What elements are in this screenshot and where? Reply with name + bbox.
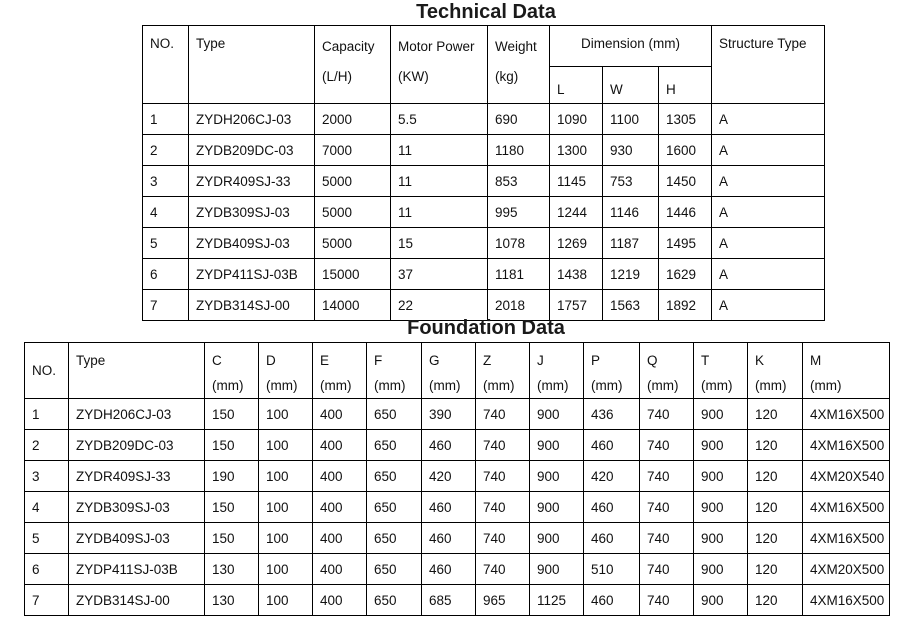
- cell-motor-power: 11: [391, 135, 488, 166]
- header-g: [422, 343, 476, 399]
- header-unit: (mm): [591, 378, 623, 393]
- cell-f: 650: [367, 554, 422, 585]
- cell-d: 100: [259, 554, 313, 585]
- cell-no: 2: [25, 430, 69, 461]
- cell-type: ZYDH206CJ-03: [69, 399, 205, 430]
- cell-c: 130: [205, 554, 259, 585]
- header-weight-label: Weight: [495, 39, 537, 54]
- cell-z: 740: [476, 430, 530, 461]
- cell-structure-type: A: [712, 104, 825, 135]
- cell-no: 7: [25, 585, 69, 616]
- cell-d: 100: [259, 492, 313, 523]
- cell-z: 740: [476, 492, 530, 523]
- cell-dim-w: 1187: [603, 228, 659, 259]
- cell-no: 4: [143, 197, 189, 228]
- cell-q: 740: [640, 523, 694, 554]
- table-row: [143, 259, 825, 290]
- cell-d: 100: [259, 399, 313, 430]
- cell-type: ZYDB409SJ-03: [69, 523, 205, 554]
- cell-structure-type: A: [712, 290, 825, 321]
- cell-weight: 1181: [488, 259, 550, 290]
- table-row: [25, 461, 890, 492]
- cell-z: 740: [476, 523, 530, 554]
- cell-t: 900: [694, 523, 748, 554]
- header-type: Type: [189, 26, 315, 104]
- cell-capacity: 5000: [315, 228, 391, 259]
- cell-weight: 2018: [488, 290, 550, 321]
- table-row: [25, 523, 890, 554]
- cell-type: ZYDB314SJ-00: [69, 585, 205, 616]
- header-weight-unit: (kg): [495, 69, 519, 84]
- cell-k: 120: [748, 585, 803, 616]
- cell-structure-type: A: [712, 135, 825, 166]
- cell-capacity: 7000: [315, 135, 391, 166]
- cell-dim-l: 1090: [550, 104, 603, 135]
- cell-m: 4XM16X500: [803, 492, 890, 523]
- cell-z: 965: [476, 585, 530, 616]
- table-row: [143, 228, 825, 259]
- table-row: [25, 554, 890, 585]
- header-d: [259, 343, 313, 399]
- cell-p: 460: [584, 492, 640, 523]
- header-unit: (mm): [537, 378, 569, 393]
- cell-t: 900: [694, 554, 748, 585]
- cell-t: 900: [694, 461, 748, 492]
- cell-f: 650: [367, 492, 422, 523]
- header-dim-h: H: [659, 67, 712, 104]
- header-t: [694, 343, 748, 399]
- cell-g: 685: [422, 585, 476, 616]
- cell-no: 7: [143, 290, 189, 321]
- cell-capacity: 5000: [315, 166, 391, 197]
- cell-m: 4XM16X500: [803, 585, 890, 616]
- cell-motor-power: 22: [391, 290, 488, 321]
- cell-dim-w: 1219: [603, 259, 659, 290]
- cell-m: 4XM20X540: [803, 461, 890, 492]
- cell-c: 150: [205, 430, 259, 461]
- cell-p: 420: [584, 461, 640, 492]
- header-c: [205, 343, 259, 399]
- cell-weight: 1180: [488, 135, 550, 166]
- cell-f: 650: [367, 461, 422, 492]
- cell-q: 740: [640, 461, 694, 492]
- header-dimension: Dimension (mm): [550, 26, 712, 67]
- header-power-label: Motor Power: [398, 39, 475, 54]
- cell-no: 6: [143, 259, 189, 290]
- cell-t: 900: [694, 492, 748, 523]
- cell-weight: 1078: [488, 228, 550, 259]
- cell-motor-power: 11: [391, 166, 488, 197]
- header-label: Z: [483, 353, 492, 368]
- cell-c: 130: [205, 585, 259, 616]
- cell-k: 120: [748, 430, 803, 461]
- cell-j: 900: [530, 399, 584, 430]
- header-label: Q: [647, 353, 658, 368]
- cell-type: ZYDP411SJ-03B: [69, 554, 205, 585]
- cell-no: 1: [25, 399, 69, 430]
- cell-motor-power: 11: [391, 197, 488, 228]
- cell-j: 900: [530, 430, 584, 461]
- cell-dim-h: 1629: [659, 259, 712, 290]
- cell-capacity: 15000: [315, 259, 391, 290]
- header-k: [748, 343, 803, 399]
- cell-d: 100: [259, 461, 313, 492]
- cell-c: 150: [205, 523, 259, 554]
- technical-data-table: [142, 25, 825, 321]
- header-label: NO.: [32, 363, 57, 378]
- header-structure-type: Structure Type: [712, 26, 825, 104]
- header-label: C: [212, 353, 222, 368]
- cell-e: 400: [313, 461, 367, 492]
- cell-no: 3: [143, 166, 189, 197]
- cell-f: 650: [367, 399, 422, 430]
- cell-m: 4XM20X500: [803, 554, 890, 585]
- cell-p: 460: [584, 430, 640, 461]
- cell-e: 400: [313, 492, 367, 523]
- header-m: [803, 343, 890, 399]
- header-dim-l: L: [550, 67, 603, 104]
- cell-no: 5: [25, 523, 69, 554]
- cell-no: 1: [143, 104, 189, 135]
- cell-z: 740: [476, 554, 530, 585]
- cell-p: 436: [584, 399, 640, 430]
- header-capacity: [315, 26, 391, 104]
- cell-c: 150: [205, 399, 259, 430]
- cell-structure-type: A: [712, 166, 825, 197]
- cell-e: 400: [313, 585, 367, 616]
- header-dim-w: W: [603, 67, 659, 104]
- cell-dim-l: 1244: [550, 197, 603, 228]
- cell-c: 150: [205, 492, 259, 523]
- cell-structure-type: A: [712, 228, 825, 259]
- header-unit: (mm): [755, 378, 787, 393]
- header-no: [25, 343, 69, 399]
- cell-weight: 690: [488, 104, 550, 135]
- cell-j: 900: [530, 461, 584, 492]
- cell-z: 740: [476, 399, 530, 430]
- cell-z: 740: [476, 461, 530, 492]
- header-unit: (mm): [810, 378, 842, 393]
- cell-p: 460: [584, 523, 640, 554]
- cell-q: 740: [640, 492, 694, 523]
- table-row: [25, 585, 890, 616]
- cell-j: 900: [530, 492, 584, 523]
- cell-dim-h: 1446: [659, 197, 712, 228]
- foundation-data-title: Foundation Data: [407, 317, 565, 339]
- cell-type: ZYDB309SJ-03: [189, 197, 315, 228]
- cell-dim-w: 1146: [603, 197, 659, 228]
- cell-capacity: 14000: [315, 290, 391, 321]
- cell-motor-power: 15: [391, 228, 488, 259]
- cell-dim-w: 930: [603, 135, 659, 166]
- header-power-unit: (KW): [398, 69, 429, 84]
- cell-no: 6: [25, 554, 69, 585]
- foundation-data-table: [24, 342, 890, 616]
- cell-structure-type: A: [712, 259, 825, 290]
- header-e: [313, 343, 367, 399]
- cell-no: 5: [143, 228, 189, 259]
- cell-e: 400: [313, 523, 367, 554]
- cell-dim-h: 1892: [659, 290, 712, 321]
- header-label: P: [591, 353, 601, 368]
- cell-k: 120: [748, 461, 803, 492]
- header-no: NO.: [143, 26, 189, 104]
- cell-dim-l: 1269: [550, 228, 603, 259]
- cell-q: 740: [640, 430, 694, 461]
- header-unit: (mm): [374, 378, 406, 393]
- header-j: [530, 343, 584, 399]
- header-z: [476, 343, 530, 399]
- header-label: E: [320, 353, 330, 368]
- header-label: G: [429, 353, 440, 368]
- cell-q: 740: [640, 554, 694, 585]
- cell-e: 400: [313, 554, 367, 585]
- cell-dim-w: 1563: [603, 290, 659, 321]
- header-unit: (mm): [429, 378, 461, 393]
- header-unit: (mm): [701, 378, 733, 393]
- cell-g: 460: [422, 492, 476, 523]
- table-row: [143, 290, 825, 321]
- table-row: [143, 104, 825, 135]
- cell-type: ZYDB314SJ-00: [189, 290, 315, 321]
- header-capacity-unit: (L/H): [322, 69, 352, 84]
- header-q: [640, 343, 694, 399]
- cell-g: 390: [422, 399, 476, 430]
- header-capacity-label: Capacity: [322, 39, 375, 54]
- cell-e: 400: [313, 430, 367, 461]
- header-label: M: [810, 353, 822, 368]
- cell-g: 420: [422, 461, 476, 492]
- table-row: [25, 430, 890, 461]
- cell-type: ZYDB409SJ-03: [189, 228, 315, 259]
- cell-type: ZYDB209DC-03: [69, 430, 205, 461]
- header-label: T: [701, 353, 710, 368]
- cell-j: 900: [530, 554, 584, 585]
- cell-g: 460: [422, 430, 476, 461]
- header-motor-power: [391, 26, 488, 104]
- header-label: K: [755, 353, 765, 368]
- cell-t: 900: [694, 399, 748, 430]
- cell-dim-w: 753: [603, 166, 659, 197]
- cell-no: 2: [143, 135, 189, 166]
- cell-m: 4XM16X500: [803, 399, 890, 430]
- cell-type: ZYDB209DC-03: [189, 135, 315, 166]
- cell-k: 120: [748, 523, 803, 554]
- cell-t: 900: [694, 585, 748, 616]
- cell-dim-l: 1438: [550, 259, 603, 290]
- cell-j: 1125: [530, 585, 584, 616]
- cell-no: 3: [25, 461, 69, 492]
- cell-c: 190: [205, 461, 259, 492]
- header-label: J: [537, 353, 544, 368]
- cell-e: 400: [313, 399, 367, 430]
- header-label: F: [374, 353, 383, 368]
- technical-data-title: Technical Data: [416, 1, 556, 23]
- table-row: [143, 197, 825, 228]
- header-p: [584, 343, 640, 399]
- cell-p: 460: [584, 585, 640, 616]
- cell-motor-power: 37: [391, 259, 488, 290]
- cell-type: ZYDR409SJ-33: [189, 166, 315, 197]
- cell-m: 4XM16X500: [803, 430, 890, 461]
- cell-no: 4: [25, 492, 69, 523]
- cell-dim-h: 1305: [659, 104, 712, 135]
- cell-structure-type: A: [712, 197, 825, 228]
- cell-type: ZYDP411SJ-03B: [189, 259, 315, 290]
- header-f: [367, 343, 422, 399]
- cell-dim-l: 1300: [550, 135, 603, 166]
- cell-dim-l: 1145: [550, 166, 603, 197]
- table-row: [25, 399, 890, 430]
- table-row: [143, 135, 825, 166]
- header-weight: [488, 26, 550, 104]
- header-unit: (mm): [483, 378, 515, 393]
- header-label: D: [266, 353, 276, 368]
- cell-d: 100: [259, 523, 313, 554]
- cell-f: 650: [367, 430, 422, 461]
- cell-g: 460: [422, 523, 476, 554]
- cell-f: 650: [367, 523, 422, 554]
- cell-weight: 995: [488, 197, 550, 228]
- cell-g: 460: [422, 554, 476, 585]
- cell-type: ZYDR409SJ-33: [69, 461, 205, 492]
- header-unit: (mm): [212, 378, 244, 393]
- cell-capacity: 5000: [315, 197, 391, 228]
- cell-type: ZYDB309SJ-03: [69, 492, 205, 523]
- header-unit: (mm): [266, 378, 298, 393]
- cell-j: 900: [530, 523, 584, 554]
- cell-q: 740: [640, 585, 694, 616]
- header-unit: (mm): [320, 378, 352, 393]
- cell-motor-power: 5.5: [391, 104, 488, 135]
- cell-dim-l: 1757: [550, 290, 603, 321]
- cell-dim-h: 1495: [659, 228, 712, 259]
- cell-t: 900: [694, 430, 748, 461]
- cell-q: 740: [640, 399, 694, 430]
- cell-k: 120: [748, 492, 803, 523]
- cell-d: 100: [259, 585, 313, 616]
- cell-type: ZYDH206CJ-03: [189, 104, 315, 135]
- cell-capacity: 2000: [315, 104, 391, 135]
- table-row: [25, 492, 890, 523]
- cell-dim-h: 1600: [659, 135, 712, 166]
- cell-m: 4XM16X500: [803, 523, 890, 554]
- cell-k: 120: [748, 399, 803, 430]
- cell-dim-w: 1100: [603, 104, 659, 135]
- cell-p: 510: [584, 554, 640, 585]
- header-unit: (mm): [647, 378, 679, 393]
- header-type: [69, 343, 205, 399]
- header-label: Type: [76, 353, 106, 368]
- cell-dim-h: 1450: [659, 166, 712, 197]
- cell-d: 100: [259, 430, 313, 461]
- cell-weight: 853: [488, 166, 550, 197]
- cell-k: 120: [748, 554, 803, 585]
- table-row: [143, 166, 825, 197]
- cell-f: 650: [367, 585, 422, 616]
